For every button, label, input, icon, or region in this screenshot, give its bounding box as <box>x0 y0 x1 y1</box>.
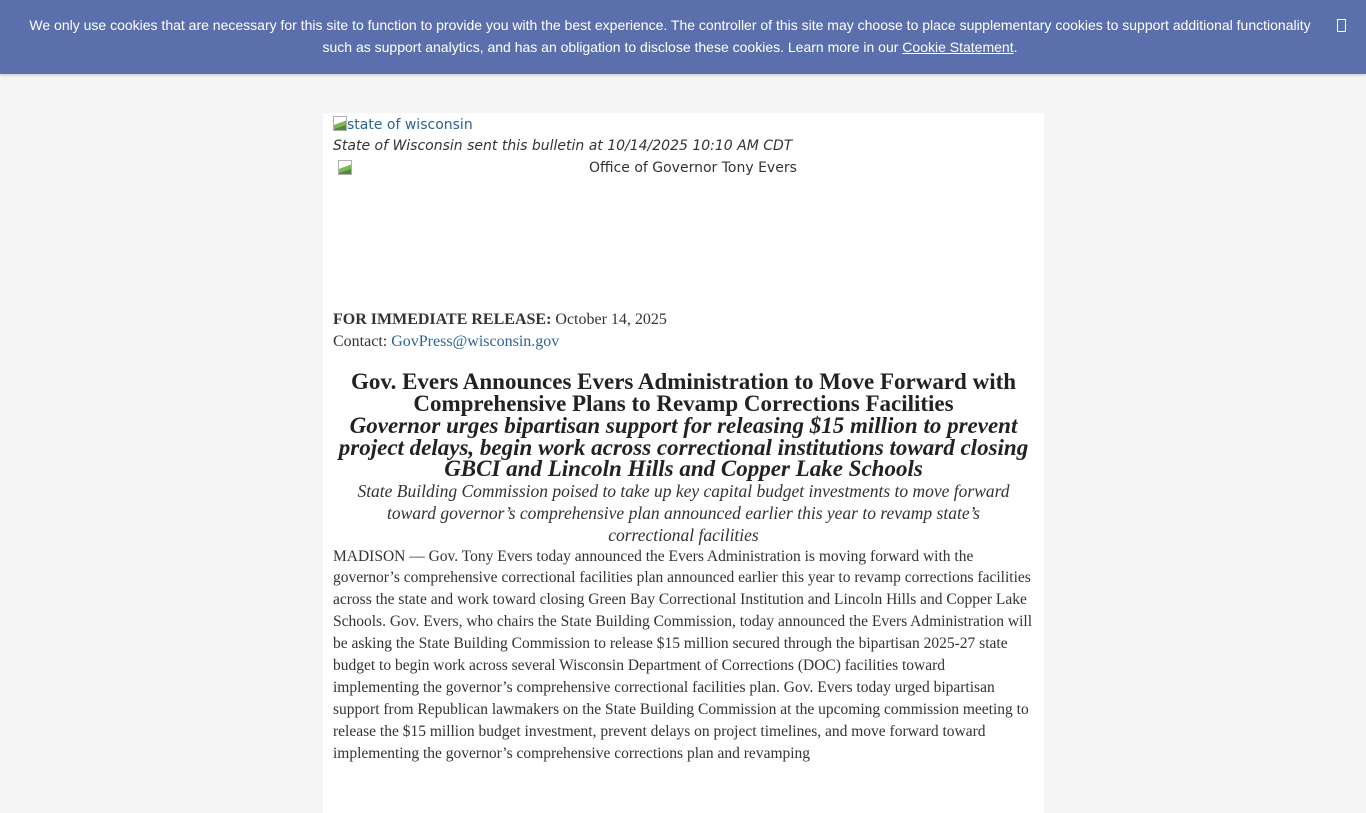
release-date-line <box>333 309 1034 331</box>
contact-email-link[interactable]: GovPress@wisconsin.gov <box>391 333 560 350</box>
bulletin-sent-line: State of Wisconsin sent this bulletin at 10/14/2025 10:10 AM CDT <box>333 138 793 154</box>
cookie-statement-link[interactable]: Cookie Statement <box>902 39 1014 55</box>
subtitle: Governor urges bipartisan support for releasing $15 million to prevent project delays, begin work across correctional institutions toward closing GBCI and Lincoln Hills and Copper Lake Schools <box>338 413 1029 481</box>
contact-line <box>333 331 1034 353</box>
close-cookie-banner-button[interactable] <box>1334 14 1348 36</box>
bulletin-page <box>323 113 1044 813</box>
logo-alt-text: state of wisconsin <box>347 117 473 133</box>
contact-label: Contact: <box>333 333 392 350</box>
body-paragraph: MADISON — Gov. Tony Evers today announced the Evers Administration is moving forward with the governor’s comprehensive correctional facilities plan announced earlier this year to revamp corrections facilities across the state and work toward closing Green Bay Correctional Institution and Lincoln Hills and Copper Lake Schools. Gov. Evers, who chairs the State Building Commission, today announced the Evers Administration will be asking the State Building Commission to release $15 million secured through the bipartisan 2025-27 state budget to begin work across several Wisconsin Department of Corrections (DOC) facilities toward implementing the governor’s comprehensive correctional facilities plan. Gov. Evers today urged bipartisan support from Republican lawmakers on the State Building Commission at the upcoming commission meeting to release the $15 million budget investment, prevent delays on project timelines, and move forward toward implementing the governor’s comprehensive corrections plan and revamping <box>333 547 1032 762</box>
release-info <box>333 309 1034 353</box>
cookie-banner-text: We only use cookies that are necessary for this site to function to provide you with the best experience. The controller of this site may choose to place supplementary cookies to support additional functionality such as support analytics, and has an obligation to disclose these cookies. Learn more in our <box>29 17 1311 55</box>
page-title: Gov. Evers Announces Evers Administration to Move Forward with Comprehensive Plans to Revamp Corrections Facilities <box>350 369 1017 416</box>
governor-banner-image <box>333 157 1034 307</box>
cookie-banner-period: . <box>1013 39 1018 55</box>
close-icon <box>1337 19 1346 32</box>
banner-alt-text: Office of Governor Tony Evers <box>589 160 797 176</box>
deck: State Building Commission poised to take up key capital budget investments to move forward toward governor’s comprehensive plan announced earlier this year to revamp state’s correctional facilities <box>357 480 1010 545</box>
broken-image-icon <box>338 160 352 175</box>
release-label: FOR IMMEDIATE RELEASE: <box>333 311 552 328</box>
state-of-wisconsin-logo-link[interactable] <box>333 115 1034 135</box>
headline-block <box>333 371 1034 546</box>
broken-image-icon <box>333 116 347 131</box>
cookie-banner <box>0 0 1366 74</box>
release-date: October 14, 2025 <box>551 311 667 328</box>
